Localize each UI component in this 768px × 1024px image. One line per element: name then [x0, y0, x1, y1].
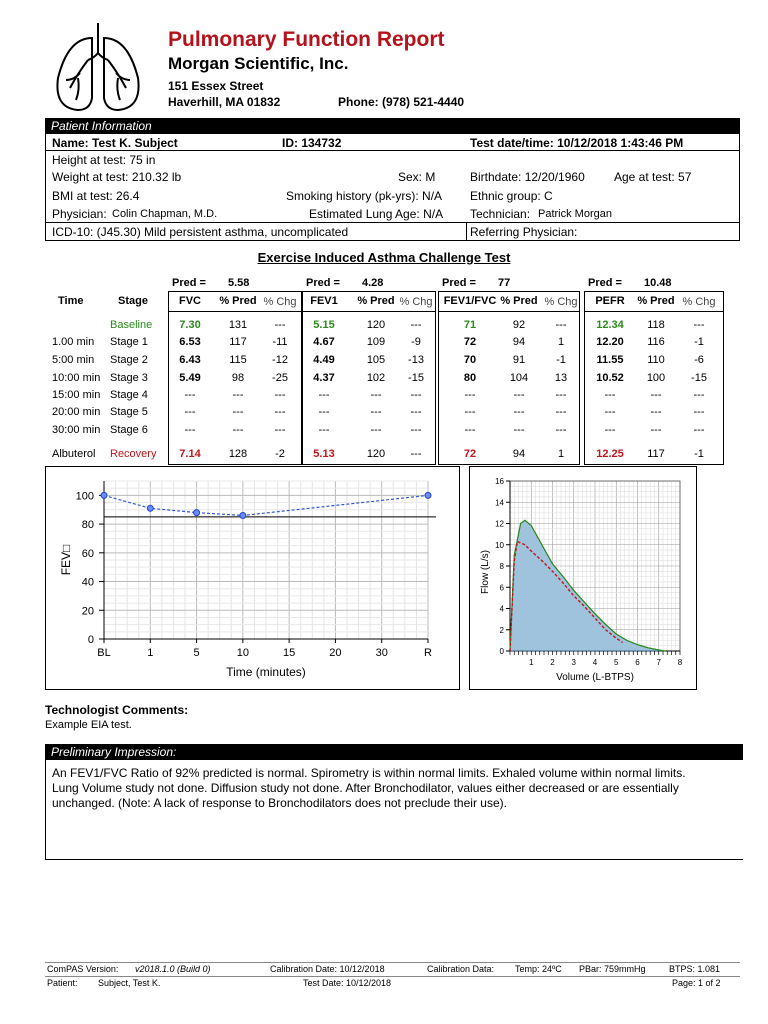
col-header-fvc: FVC	[179, 295, 201, 307]
divider	[45, 962, 740, 963]
table-cell: ---	[410, 406, 422, 418]
pred-label: Pred =	[172, 277, 206, 289]
age-at-test: Age at test: 57	[614, 170, 692, 184]
col-header-pct-chg: % Chg	[263, 296, 297, 308]
x-tick-label: BL	[97, 647, 111, 659]
col-header-stage: Stage	[118, 295, 148, 307]
referring-physician: Referring Physician:	[470, 225, 578, 239]
col-header-pct-pred: % Pred	[637, 295, 675, 307]
divider	[45, 976, 740, 977]
estimated-lung-age: Estimated Lung Age: N/A	[309, 207, 444, 221]
table-cell: 5.13	[313, 448, 335, 460]
company-phone: Phone: (978) 521-4440	[338, 95, 465, 109]
y-tick-label: 4	[499, 604, 504, 614]
table-cell: 98	[231, 372, 245, 384]
row-time: 15:00 min	[52, 389, 101, 401]
table-cell: -1	[694, 336, 704, 348]
table-cell: 7.30	[179, 319, 201, 331]
table-cell: 72	[463, 448, 477, 460]
table-cell: ---	[555, 389, 567, 401]
table-cell: 5.49	[179, 372, 201, 384]
x-tick-label: 20	[329, 647, 342, 659]
data-point	[194, 510, 200, 516]
table-cell: 117	[229, 336, 247, 348]
eia-title: Exercise Induced Asthma Challenge Test	[257, 250, 511, 265]
table-cell: ---	[184, 424, 196, 436]
table-cell: 4.49	[313, 354, 335, 366]
table-cell: ---	[693, 389, 705, 401]
table-cell: 94	[512, 448, 526, 460]
pred-label: Pred =	[588, 277, 622, 289]
y-tick-label: 0	[499, 647, 504, 656]
divider	[168, 311, 302, 312]
table-cell: ---	[604, 406, 616, 418]
version-label: ComPAS Version:	[47, 964, 119, 974]
table-cell: ---	[410, 424, 422, 436]
birthdate: Birthdate: 12/20/1960	[470, 170, 585, 184]
table-cell: ---	[410, 448, 422, 460]
table-cell: 4.37	[313, 372, 335, 384]
table-cell: 100	[646, 372, 666, 384]
pred-value: 10.48	[644, 277, 672, 289]
table-cell: ---	[232, 424, 244, 436]
pred-value: 4.28	[362, 277, 384, 289]
table-cell: 12.25	[596, 448, 624, 460]
table-cell: ---	[232, 406, 244, 418]
row-time: 30:00 min	[52, 424, 101, 436]
sex: Sex: M	[398, 170, 436, 184]
table-cell: 116	[647, 336, 665, 348]
table-cell: ---	[650, 406, 662, 418]
x-tick-label: 15	[283, 647, 296, 659]
table-cell: 92	[512, 319, 526, 331]
technician-label: Technician:	[470, 207, 531, 221]
divider	[438, 311, 580, 312]
x-tick-label: 10	[236, 647, 249, 659]
table-cell: ---	[274, 406, 286, 418]
btps: BTPS: 1.081	[669, 964, 721, 974]
table-cell: ---	[184, 389, 196, 401]
col-header-pct-pred: % Pred	[357, 295, 395, 307]
y-tick-label: 0	[87, 634, 94, 646]
company-city: Haverhill, MA 01832	[168, 95, 281, 109]
table-cell: 105	[366, 354, 386, 366]
footer-test-date: Test Date: 10/12/2018	[303, 978, 392, 988]
table-cell: 80	[463, 372, 477, 384]
table-cell: ---	[318, 389, 330, 401]
table-cell: 1	[557, 448, 565, 460]
row-time: 10:00 min	[52, 372, 101, 384]
calibration-date: Calibration Date: 10/12/2018	[270, 964, 385, 974]
y-axis-label: Flow (L/s)	[480, 550, 491, 594]
row-stage: Recovery	[110, 448, 157, 460]
x-axis-label: Volume (L-BTPS)	[556, 672, 634, 683]
y-tick-label: 80	[81, 519, 94, 532]
table-cell: 104	[509, 372, 529, 384]
col-header-pefr: PEFR	[595, 295, 625, 307]
table-cell: -15	[408, 372, 424, 384]
col-header-pct-chg: % Chg	[682, 296, 716, 308]
report-title: Pulmonary Function Report	[168, 28, 445, 51]
table-cell: ---	[555, 424, 567, 436]
row-stage: Stage 2	[110, 354, 148, 366]
row-stage: Stage 4	[110, 389, 148, 401]
calibration-data-label: Calibration Data:	[427, 964, 495, 974]
height-at-test: Height at test: 75 in	[52, 153, 156, 167]
comments-text: Example EIA test.	[45, 719, 132, 731]
table-cell: -2	[275, 448, 285, 460]
y-tick-label: 8	[499, 562, 504, 571]
table-cell: 10.52	[596, 372, 624, 384]
col-header-pct-pred: % Pred	[500, 295, 538, 307]
x-tick-label: 5	[614, 658, 619, 667]
table-cell: ---	[513, 406, 525, 418]
table-cell: 6.43	[179, 354, 201, 366]
fev-trend-chart	[46, 467, 459, 689]
table-cell: ---	[274, 424, 286, 436]
data-point	[101, 492, 107, 498]
table-cell: ---	[693, 319, 705, 331]
table-cell: 102	[366, 372, 386, 384]
row-stage: Baseline	[110, 319, 153, 331]
lungs-logo-icon	[48, 18, 148, 118]
table-cell: 72	[463, 336, 477, 348]
table-cell: 6.53	[179, 336, 201, 348]
divider	[45, 222, 740, 223]
table-cell: ---	[650, 424, 662, 436]
physician-name: Colin Chapman, M.D.	[112, 208, 218, 220]
comments-heading: Technologist Comments:	[45, 703, 189, 717]
table-cell: 1	[557, 336, 565, 348]
table-cell: 120	[366, 319, 386, 331]
x-tick-label: 1	[147, 647, 154, 659]
y-tick-label: 20	[81, 605, 94, 618]
x-tick-label: 6	[635, 658, 640, 667]
version-value: v2018.1.0 (Build 0)	[135, 964, 211, 974]
x-axis-label: Time (minutes)	[226, 665, 306, 679]
table-cell: ---	[370, 424, 382, 436]
smoking-history: Smoking history (pk-yrs): N/A	[286, 189, 443, 203]
table-cell: ---	[410, 319, 422, 331]
row-time: 1.00 min	[52, 336, 95, 348]
impression-text	[52, 766, 732, 811]
table-cell: 131	[228, 319, 248, 331]
test-datetime: Test date/time: 10/12/2018 1:43:46 PM	[470, 136, 684, 150]
patient-id: ID: 134732	[282, 136, 342, 150]
row-time: 20:00 min	[52, 406, 101, 418]
table-cell: -1	[556, 354, 566, 366]
pred-value: 77	[498, 277, 511, 289]
table-cell: 117	[647, 448, 665, 460]
table-cell: 109	[366, 336, 386, 348]
col-header-fev1: FEV1	[310, 295, 338, 307]
table-cell: 128	[228, 448, 248, 460]
divider	[466, 222, 467, 241]
flow-volume-chart	[470, 467, 696, 689]
ethnic-group: Ethnic group: C	[470, 189, 553, 203]
impression-line: unchanged. (Note: A lack of response to Bronchodilators does not preclude their use).	[52, 796, 507, 810]
table-cell: ---	[274, 389, 286, 401]
footer-patient-label: Patient:	[47, 978, 78, 988]
x-tick-label: R	[424, 647, 432, 659]
divider	[45, 150, 740, 151]
row-time: 5:00 min	[52, 354, 95, 366]
x-tick-label: 8	[677, 658, 683, 667]
page-number: Page: 1 of 2	[672, 978, 721, 988]
table-cell: 7.14	[179, 448, 201, 460]
table-cell: -9	[411, 336, 421, 348]
table-cell: ---	[464, 406, 476, 418]
table-cell: ---	[464, 389, 476, 401]
footer-patient: Subject, Test K.	[98, 978, 161, 988]
impression-line: Lung Volume study not done. Diffusion study not done. After Bronchodilator, values either decreased or are essentially	[52, 781, 679, 795]
patient-info-header: Patient Information	[45, 118, 740, 134]
table-cell: 115	[229, 354, 247, 366]
row-stage: Stage 6	[110, 424, 148, 436]
data-point	[425, 492, 431, 498]
temp: Temp: 24ºC	[515, 964, 562, 974]
table-cell: 120	[366, 448, 386, 460]
table-cell: -15	[691, 372, 707, 384]
y-tick-label: 16	[495, 477, 504, 486]
y-tick-label: 10	[495, 540, 504, 550]
table-cell: ---	[370, 389, 382, 401]
y-tick-label: 12	[495, 519, 504, 529]
y-axis-label: FEV□	[59, 544, 73, 576]
table-cell: ---	[318, 406, 330, 418]
table-cell: ---	[513, 389, 525, 401]
y-tick-label: 6	[499, 583, 504, 593]
pred-value: 5.58	[228, 277, 250, 289]
x-tick-label: 3	[571, 658, 576, 667]
table-cell: ---	[184, 406, 196, 418]
col-header-pct-chg: % Chg	[399, 296, 433, 308]
table-cell: ---	[693, 406, 705, 418]
col-header-pct-pred: % Pred	[219, 295, 257, 307]
col-header-pct-chg: % Chg	[544, 296, 578, 308]
table-cell: ---	[650, 389, 662, 401]
table-cell: -6	[694, 354, 704, 366]
table-cell: 13	[554, 372, 568, 384]
patient-name: Name: Test K. Subject	[52, 136, 178, 150]
technician-name: Patrick Morgan	[538, 208, 612, 220]
table-cell: 94	[512, 336, 526, 348]
table-cell: ---	[274, 319, 286, 331]
table-cell: 12.34	[596, 319, 624, 331]
data-point	[147, 505, 153, 511]
table-cell: 71	[463, 319, 477, 331]
table-cell: ---	[318, 424, 330, 436]
flow-volume-panel	[469, 466, 697, 690]
impression-header: Preliminary Impression:	[45, 744, 743, 760]
divider	[302, 311, 436, 312]
table-cell: ---	[555, 319, 567, 331]
table-cell: ---	[232, 389, 244, 401]
table-cell: 4.67	[313, 336, 335, 348]
x-tick-label: 5	[193, 647, 200, 659]
data-point	[240, 512, 246, 518]
table-cell: ---	[464, 424, 476, 436]
divider	[584, 311, 724, 312]
x-tick-label: 2	[550, 658, 555, 667]
pred-label: Pred =	[306, 277, 340, 289]
table-cell: -13	[408, 354, 424, 366]
impression-line: An FEV1/FVC Ratio of 92% predicted is normal. Spirometry is within normal limits. Exhaled volume within normal limits.	[52, 766, 686, 780]
y-tick-label: 40	[81, 576, 94, 589]
table-cell: ---	[410, 389, 422, 401]
x-tick-label: 7	[656, 658, 661, 667]
table-cell: 70	[463, 354, 477, 366]
table-cell: -11	[272, 336, 288, 348]
pbar: PBar: 759mmHg	[579, 964, 646, 974]
y-tick-label: 14	[495, 498, 504, 508]
fev-trend-panel	[45, 466, 460, 690]
physician-label: Physician:	[52, 207, 107, 221]
row-time: Albuterol	[52, 448, 96, 460]
table-cell: 91	[512, 354, 526, 366]
row-stage: Stage 5	[110, 406, 148, 418]
x-tick-label: 30	[375, 647, 388, 659]
table-cell: 5.15	[313, 319, 335, 331]
icd-code: ICD-10: (J45.30) Mild persistent asthma, uncomplicated	[52, 225, 349, 239]
row-stage: Stage 1	[110, 336, 148, 348]
table-cell: 118	[647, 319, 665, 331]
table-cell: ---	[555, 406, 567, 418]
x-tick-label: 4	[592, 658, 598, 667]
y-tick-label: 100	[75, 490, 94, 503]
company-street: 151 Essex Street	[168, 79, 264, 93]
table-cell: ---	[513, 424, 525, 436]
table-cell: -12	[272, 354, 288, 366]
table-cell: -1	[694, 448, 704, 460]
table-cell: ---	[604, 424, 616, 436]
col-header-time: Time	[58, 295, 84, 307]
col-header-fev1-fvc: FEV1/FVC	[443, 295, 497, 307]
table-cell: 11.55	[596, 354, 624, 366]
bmi-at-test: BMI at test: 26.4	[52, 189, 140, 203]
pred-label: Pred =	[442, 277, 476, 289]
company-name: Morgan Scientific, Inc.	[168, 54, 349, 73]
table-cell: ---	[604, 389, 616, 401]
x-tick-label: 1	[529, 658, 534, 667]
table-cell: ---	[693, 424, 705, 436]
table-cell: -25	[272, 372, 288, 384]
table-cell: ---	[370, 406, 382, 418]
table-cell: 110	[647, 354, 665, 366]
y-tick-label: 2	[499, 625, 504, 635]
y-tick-label: 60	[81, 547, 94, 560]
row-stage: Stage 3	[110, 372, 148, 384]
weight-at-test: Weight at test: 210.32 lb	[52, 170, 182, 184]
table-cell: 12.20	[596, 336, 624, 348]
